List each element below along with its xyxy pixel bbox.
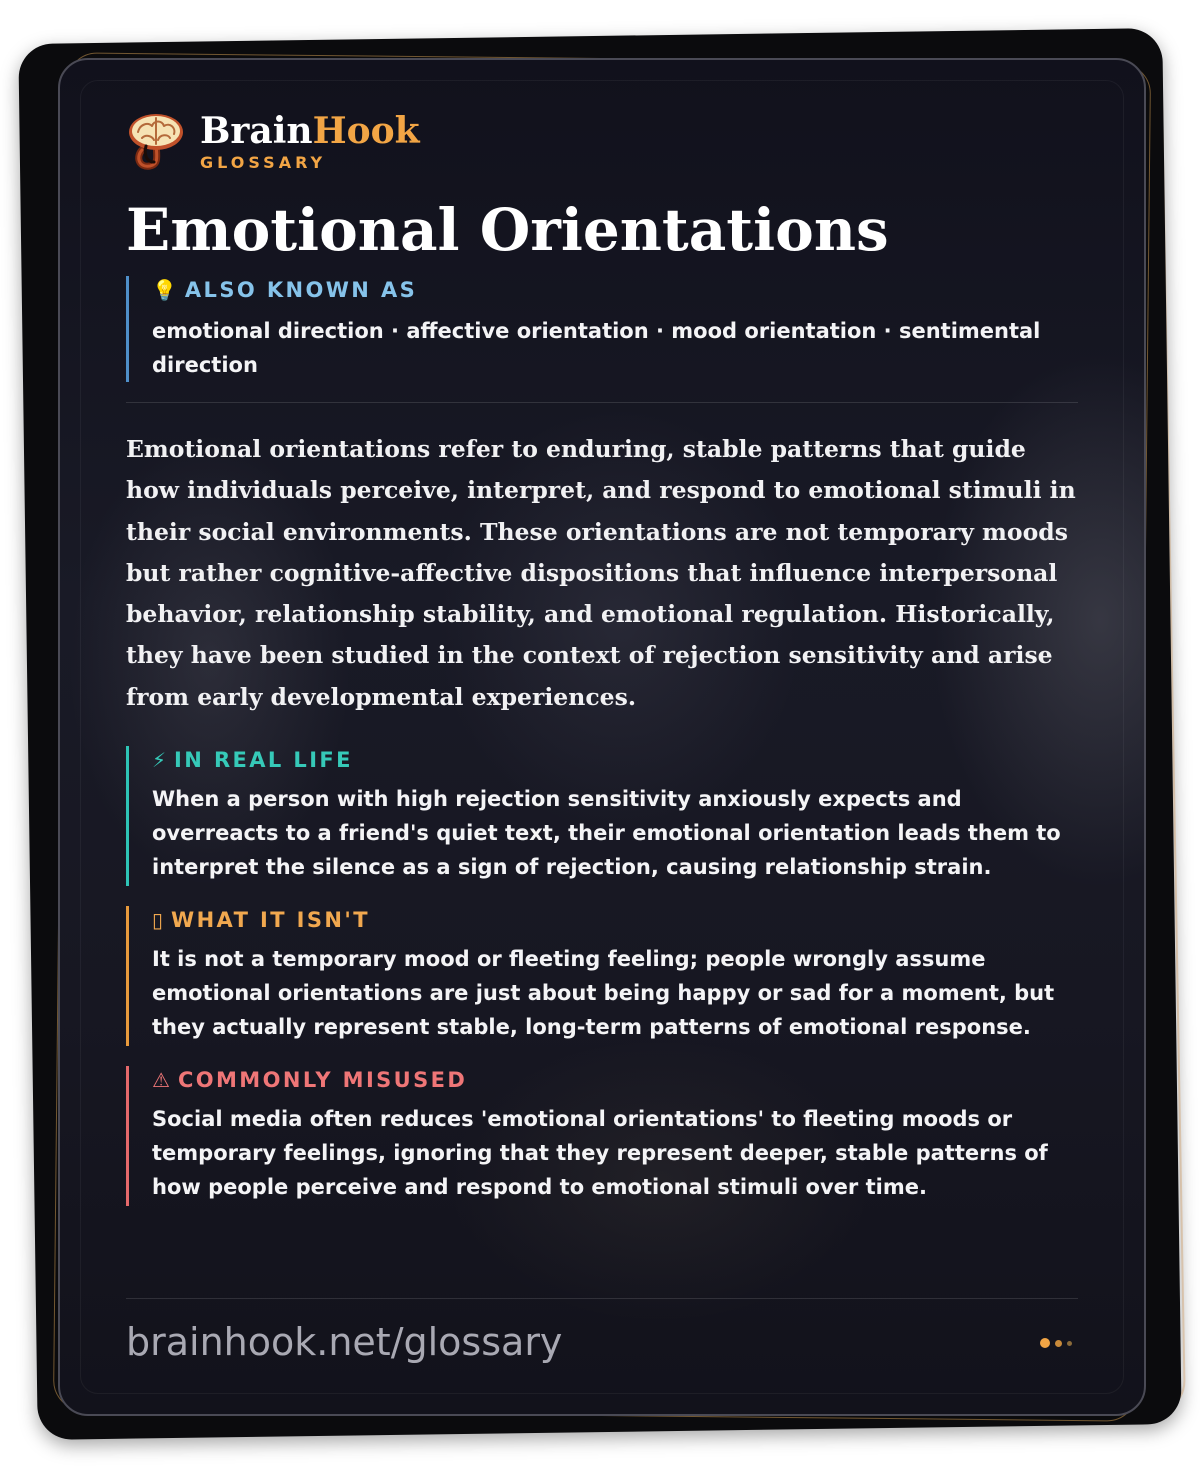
brand-name [200,111,420,151]
also-known-as-heading [152,276,1078,304]
pagination-dots [1040,1338,1072,1348]
commonly-misused-heading [152,1066,1078,1094]
footer-url-link[interactable]: brainhook.net/glossary [126,1320,563,1364]
lightbulb-icon: 💡 [152,278,177,302]
brand-text [200,111,420,172]
brand-subtitle: GLOSSARY [200,152,327,172]
what-it-isnt-block [126,906,1078,1046]
pagination-dot[interactable] [1067,1341,1072,1346]
also-known-as-block [126,276,1078,382]
lightning-icon: ⚡ [152,748,167,773]
commonly-misused-text: Social media often reduces 'emotional orientations' to fleeting moods or temporary feelings, ignoring that they represent deeper, stable patterns of how people perceive and respond to emotional stimuli over time. [152,1107,1048,1200]
brand-header [126,106,1078,176]
warning-icon: ⚠ [152,1068,170,1093]
brand-name-part1: Brain [200,109,313,152]
commonly-misused-block [126,1066,1078,1206]
in-real-life-heading [152,746,1078,774]
in-real-life-label: IN REAL LIFE [174,748,353,773]
missing-glyph-icon: ▯ [152,908,164,933]
commonly-misused-label: COMMONLY MISUSED [177,1068,468,1093]
what-it-isnt-heading [152,906,1078,934]
what-it-isnt-text: It is not a temporary mood or fleeting feeling; people wrongly assume emotional orientations are just about being happy or sad for a moment, but they actually represent stable, long-term patterns of emotional response. [152,947,1055,1040]
definition-text: Emotional orientations refer to enduring, stable patterns that guide how individuals perceive, interpret, and respond to emotional stimuli in their social environments. These orientations are not temporary moods but rather cognitive-affective dispositions that influence interpersonal behavior, relationship stability, and emotional regulation. Historically, they have been studied in the context of rejection sensitivity and arise from early developmental experiences. [126,435,1076,711]
divider [126,402,1078,403]
card-content [126,106,1078,1226]
in-real-life-text: When a person with high rejection sensitivity anxiously expects and overreacts to a friend's quiet text, their emotional orientation leads them to interpret the silence as a sign of rejection, causing relationship strain. [152,787,1061,880]
what-it-isnt-label: WHAT IT ISN'T [171,908,370,933]
pagination-dot[interactable] [1055,1340,1062,1347]
page-title: Emotional Orientations [126,196,889,264]
also-known-as-text: emotional direction · affective orientation · mood orientation · sentimental direction [152,319,1041,377]
in-real-life-block [126,746,1078,886]
brain-hook-logo-icon [126,110,186,172]
brand-name-part2: Hook [312,109,420,152]
pagination-dot-active[interactable] [1040,1338,1050,1348]
glossary-card [58,58,1146,1416]
footer-divider [126,1298,1078,1299]
also-known-as-label: ALSO KNOWN AS [184,278,418,302]
